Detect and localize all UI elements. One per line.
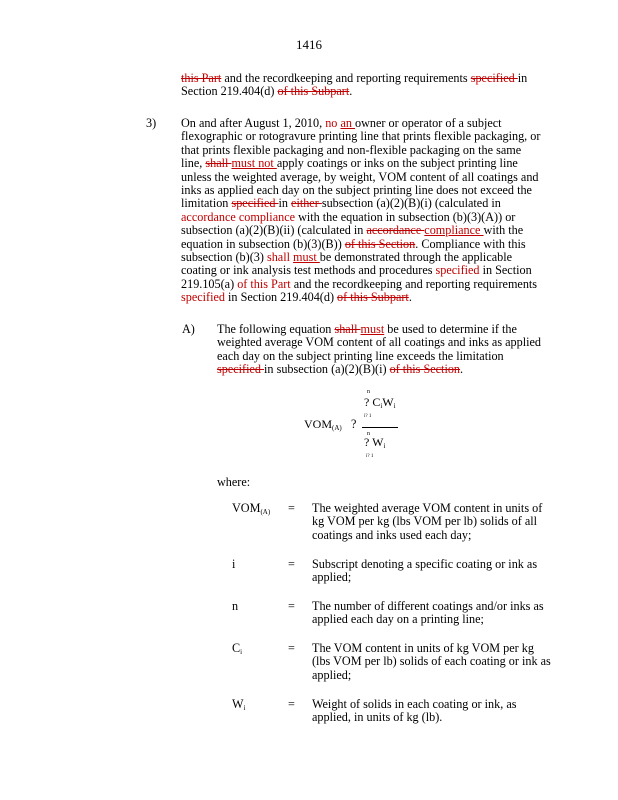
definition-text: The weighted average VOM content in units of kg VOM per kg (lbs VOM per lb) solids of all coatings and inks used each day; [312, 501, 543, 542]
deleted-text: of this Section [344, 236, 416, 251]
inserted-text: must [360, 322, 385, 336]
item-3-label: 3) [146, 116, 157, 130]
text: with the equation in subsection (b)(3)(B)) [181, 223, 524, 251]
denominator-limit: i? 1 [366, 454, 374, 459]
red-text: no [325, 116, 338, 130]
red-text: accordance compliance [181, 209, 296, 224]
text: in Section 219.105(a) [181, 263, 532, 291]
definition-text: Subscript denoting a specific coating or ink as applied; [312, 557, 538, 585]
continuation-paragraph [181, 72, 551, 99]
equation-lhs: $VOM_{(A)}$ [304, 417, 342, 432]
definition-symbol: n [232, 599, 239, 613]
definition-equals: = [288, 501, 295, 515]
text: owner or operator of a subject flexographic or rotogravure printing line that prints flexible packaging, or that prints flexible packaging and non-flexible packaging on the same line, [181, 116, 541, 171]
definition-symbol: $VOM_{(A)}$ [232, 501, 271, 516]
item-a-label: A) [182, 322, 195, 336]
definition-equals: = [288, 697, 295, 711]
numerator-limit: i? 1 [364, 414, 372, 419]
text: and the recordkeeping and reporting requirements [290, 276, 538, 291]
where-label: where: [217, 475, 251, 489]
page-number: 1416 [296, 37, 322, 52]
deleted-text: shall [205, 156, 232, 171]
item-a-paragraph [217, 323, 547, 377]
text: . Compliance with this subsection (b)(3) [181, 236, 526, 265]
numerator: ? $C_iW_i$ [364, 395, 396, 410]
red-text: specified [181, 290, 225, 305]
text: . [460, 362, 464, 377]
text: . [349, 84, 353, 99]
deleted-text: specified [470, 71, 518, 85]
deleted-text: of this Section [389, 362, 461, 377]
text: in [517, 71, 528, 85]
text: Section 219.404(d) [181, 84, 278, 99]
deleted-text: either [291, 196, 322, 211]
inserted-text: must [293, 250, 320, 265]
inserted-text: an [340, 116, 355, 130]
definitions-list [232, 502, 552, 732]
definition-text: Weight of solids in each coating or ink, as applied, in units of kg (lb). [312, 697, 517, 725]
text: . [408, 290, 412, 305]
inserted-text: must not [231, 156, 277, 171]
red-text: of this Part [237, 276, 291, 291]
red-text: shall [266, 250, 294, 265]
text: and the recordkeeping and reporting requirements [221, 71, 471, 85]
text: in Section 219.404(d) [225, 290, 338, 305]
definition-equals: = [288, 599, 295, 613]
item-3-paragraph [181, 117, 545, 305]
definition-symbol: $W_i$ [232, 697, 246, 712]
deleted-text: of this Subpart [277, 84, 350, 99]
text: with the equation in subsection (b)(3)(A)) or subsection (a)(2)(B)(ii) (calculated in [181, 209, 516, 238]
definition-text: The VOM content in units of kg VOM per kg (lbs VOM per lb) solids of each coating or ink as applied; [312, 641, 551, 682]
equation-equals: ? [351, 417, 357, 431]
text: be used to determine if the weighted average VOM content of all coatings and inks as applied each day on the subject printing line exceeds the limitation [217, 322, 542, 363]
denominator: ? $W_i$ [364, 435, 386, 450]
deleted-text: accordance [366, 223, 425, 238]
vom-equation [300, 386, 420, 458]
definition-equals: = [288, 557, 295, 571]
inserted-text: compliance [424, 223, 484, 238]
red-text: specified [435, 263, 480, 278]
numerator-top: n [367, 389, 370, 395]
denominator-top: n [367, 431, 370, 437]
deleted-text: shall [334, 322, 361, 336]
definition-text: The number of different coatings and/or inks as applied each day on a printing line; [312, 599, 544, 627]
text: in subsection (a)(2)(B)(i) [264, 362, 390, 377]
deleted-text: specified [217, 362, 265, 377]
definition-equals: = [288, 641, 295, 655]
text: subsection (a)(2)(B)(i) (calculated in [321, 196, 501, 211]
deleted-text: of this Subpart [337, 290, 409, 305]
deleted-text: this Part [181, 71, 222, 85]
text: be demonstrated through the applicable coating or ink analysis test methods and procedures [181, 250, 513, 278]
text: apply coatings or inks on the subject printing line unless the weighted average, by weight, VOM content of all coatings and inks as applied each day on the subject printing line does not exceed the limitation [181, 156, 539, 211]
definition-symbol: $C_i$ [232, 641, 243, 656]
text: The following equation [217, 322, 335, 336]
text: in [278, 196, 292, 211]
definition-symbol: i [232, 557, 236, 571]
text: On and after August 1, 2010, [181, 116, 326, 130]
deleted-text: specified [231, 196, 279, 211]
